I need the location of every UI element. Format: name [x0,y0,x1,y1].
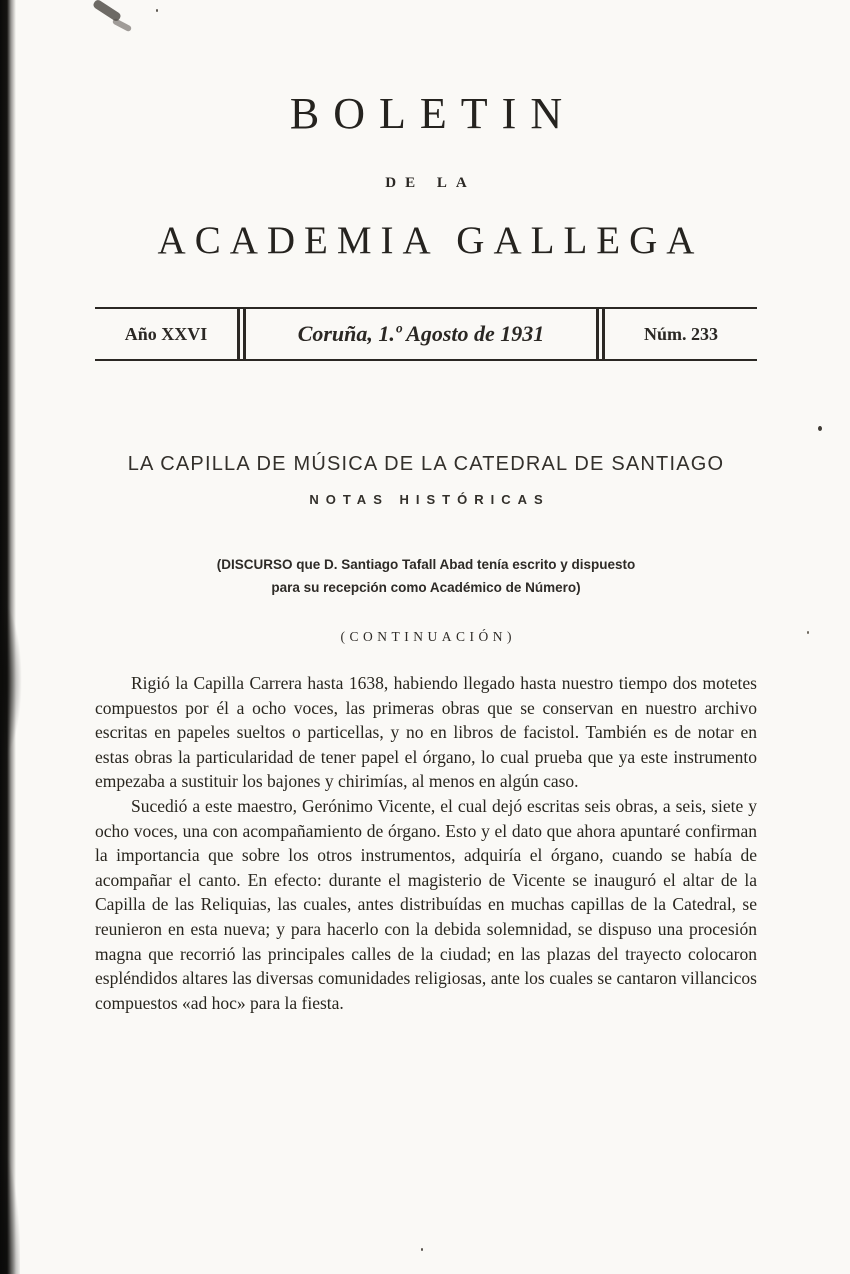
publication-organization: ACADEMIA GALLEGA [157,219,704,262]
page-content [95,0,757,1015]
discourse-note-line1: (DISCURSO que D. Santiago Tafall Abad tenía escrito y dispuesto [216,557,636,572]
article [95,453,757,1015]
article-subtitle: NOTAS HISTÓRICAS [309,492,550,507]
publication-title: BOLETIN [289,89,577,138]
issue-number-label: Núm. 233 [643,323,718,344]
scan-edge-artifact [0,0,16,1274]
body-paragraph-2: Sucedió a este maestro, Gerónimo Vicente, el cual dejó escritas seis obras, a seis, siete y ocho voces, una con acompañamiento de órgano. Esto y el dato que ahora apuntaré confirman la importancia que sobre los otros instrumentos, adquiría el órgano, cuando se había de acompañar el canto. En efecto: durante el magisterio de Vicente se inauguró el altar de la Capilla de las Reliquias, las cuales, antes distribuídas en muchas capillas de la Catedral, se reunieron en esta nueva; y para hacerlo con la debida solemnidad, se dispuso una procesión magna que recorrió las principales calles de la ciudad; en las plazas del trayecto colocaron espléndidos altares las diversas comunidades religiosas, ante los cuales se cantaron villancicos compuestos «ad hoc» para la fiesta. [95,795,757,1013]
article-body [95,671,757,1015]
article-title: LA CAPILLA DE MÚSICA DE LA CATEDRAL DE SANTIAGO [127,453,725,475]
issue-year-label: Año XXVI [124,323,208,344]
publication-subtitle: DE LA [385,175,476,191]
issue-date-label: Coruña, 1.º Agosto de 1931 [237,309,605,359]
scan-speck-artifact [818,426,822,431]
continuation-label: (CONTINUACIÓN) [340,629,516,644]
discourse-note [95,553,757,599]
issue-info-bar [95,307,757,361]
discourse-note-line2: para su recepción como Académico de Número) [271,580,581,595]
masthead [95,88,757,263]
body-paragraph-1: Rigió la Capilla Carrera hasta 1638, habiendo llegado hasta nuestro tiempo dos motetes compuestos por él a ocho voces, las primeras obras que se conservan en nuestro archivo escritas en papeles sueltos o particellas, y no en libros de facistol. También es de notar en estas obras la particularidad de tener papel el órgano, lo cual prueba que ya este instrumento empezaba a sustituir los bajones y chirimías, al menos en algún caso. [95,673,757,792]
